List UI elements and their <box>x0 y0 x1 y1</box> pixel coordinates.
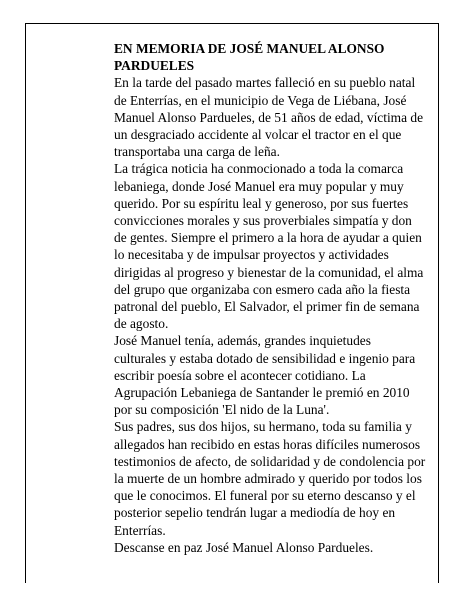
paragraph-cultural-interests: José Manuel tenía, además, grandes inquietudes culturales y estaba dotado de sensibilidad e ingenio para escribir poesía sobre el acontecer cotidiano. La Agrupación Lebaniega de Santander le premió en 2010 por su composición 'El nido de la Luna'. <box>114 333 416 418</box>
paragraph-closing: Descanse en paz José Manuel Alonso Pardueles. <box>114 539 374 555</box>
paragraph-family-funeral: Sus padres, sus dos hijos, su hermano, toda su familia y allegados han recibido en estas horas difíciles numerosos testimonios de afecto, de solidaridad y de condolencia por la muerte de un hombre admirado y querido por todos los que le conocimos. El funeral por su eterno descanso y el posterior sepelio tendrán lugar a mediodía de hoy en Enterrías. <box>114 419 426 538</box>
obituary-article <box>114 40 426 556</box>
paragraph-death-notice: En la tarde del pasado martes falleció en su pueblo natal de Enterrías, en el municipio de Vega de Liébana, José Manuel Alonso Pardueles, de 51 años de edad, víctima de un desgraciado accidente al volcar el tractor en el que transportaba una carga de leña. <box>114 75 424 160</box>
paragraph-community-grief: La trágica noticia ha conmocionado a toda la comarca lebaniega, donde José Manuel era muy popular y muy querido. Por su espíritu leal y generoso, por sus fuertes convicciones morales y sus proverbiales simpatía y don de gentes. Siempre el primero a la hora de ayudar a quien lo necesitaba y de impulsar proyectos y actividades dirigidas al progreso y bienestar de la comunidad, el alma del grupo que organizaba con esmero cada año la fiesta patronal del pueblo, El Salvador, el primer fin de semana de agosto. <box>114 161 424 332</box>
article-title: EN MEMORIA DE JOSÉ MANUEL ALONSO PARDUELES <box>114 41 385 74</box>
